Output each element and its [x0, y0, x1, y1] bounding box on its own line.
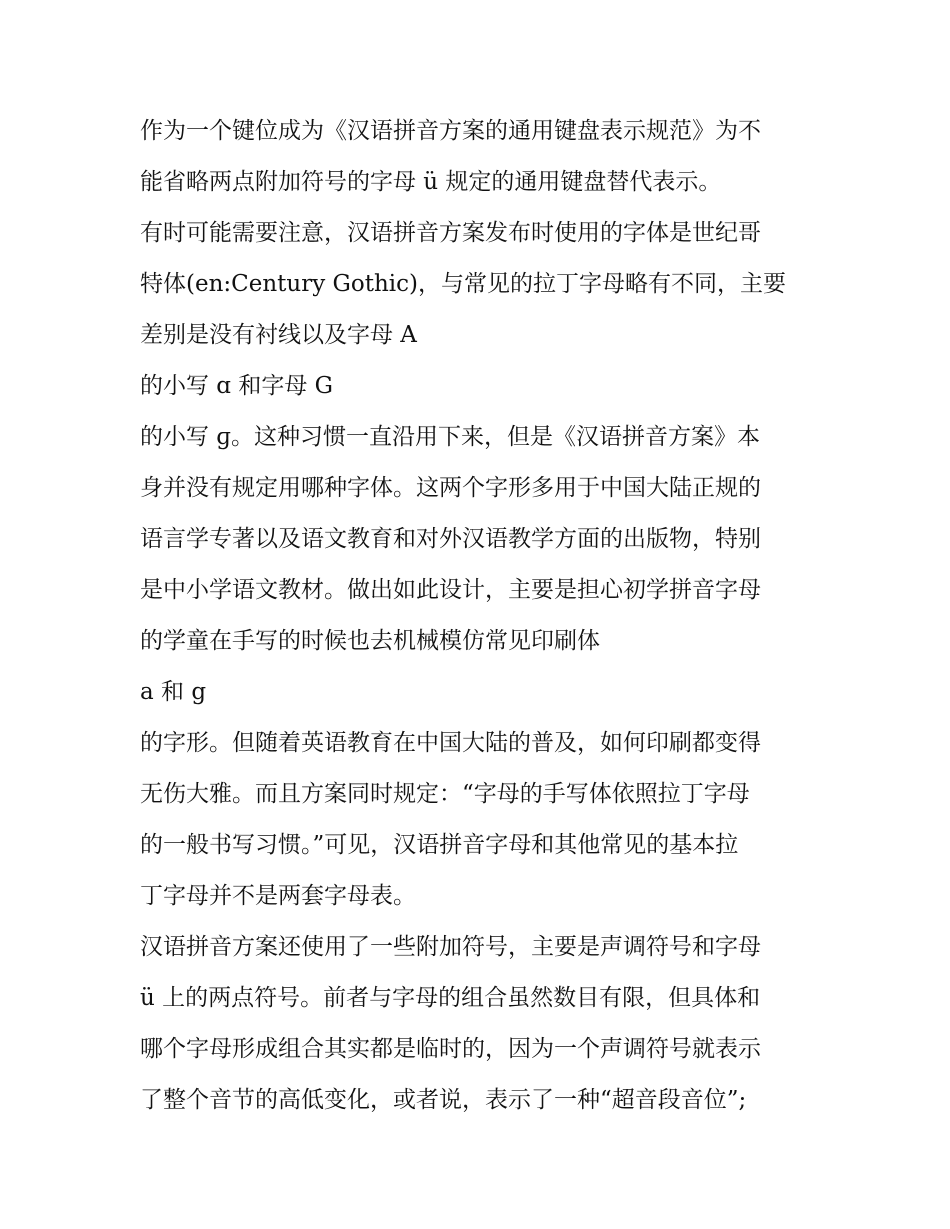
text-line: a 和 g — [140, 679, 207, 705]
text-line: 特体(en:Century Gothic)，与常见的拉丁字母略有不同，主要 — [140, 271, 787, 297]
text-line: 差别是没有衬线以及字母 A — [140, 322, 417, 348]
text-line: 的小写 ɑ 和字母 G — [140, 373, 334, 399]
text-line: 无伤大雅。而且方案同时规定：“字母的手写体依照拉丁字母 — [140, 781, 750, 807]
text-line: 了整个音节的高低变化，或者说，表示了一种“超音段音位”; — [140, 1087, 747, 1113]
text-line: 的一般书写习惯。”可见，汉语拼音字母和其他常见的基本拉 — [140, 832, 739, 858]
text-line: 的小写 ɡ。这种习惯一直沿用下来，但是《汉语拼音方案》本 — [140, 424, 761, 450]
text-line: 能省略两点附加符号的字母 ü 规定的通用键盘替代表示。 — [140, 169, 722, 195]
text-line: 丁字母并不是两套字母表。 — [140, 883, 416, 909]
text-line: 的学童在手写的时候也去机械模仿常见印刷体 — [140, 628, 600, 654]
text-line: ü 上的两点符号。前者与字母的组合虽然数目有限，但具体和 — [140, 985, 761, 1011]
text-line: 语言学专著以及语文教育和对外汉语教学方面的出版物，特别 — [140, 526, 761, 552]
text-line: 汉语拼音方案还使用了一些附加符号，主要是声调符号和字母 — [140, 934, 761, 960]
text-line: 是中小学语文教材。做出如此设计，主要是担心初学拼音字母 — [140, 577, 761, 603]
text-line: 有时可能需要注意，汉语拼音方案发布时使用的字体是世纪哥 — [140, 220, 761, 246]
body-text — [140, 106, 820, 1126]
text-line: 作为一个键位成为《汉语拼音方案的通用键盘表示规范》为不 — [140, 118, 761, 144]
text-line: 身并没有规定用哪种字体。这两个字形多用于中国大陆正规的 — [140, 475, 761, 501]
text-line: 的字形。但随着英语教育在中国大陆的普及，如何印刷都变得 — [140, 730, 761, 756]
text-line: 哪个字母形成组合其实都是临时的，因为一个声调符号就表示 — [140, 1036, 761, 1062]
